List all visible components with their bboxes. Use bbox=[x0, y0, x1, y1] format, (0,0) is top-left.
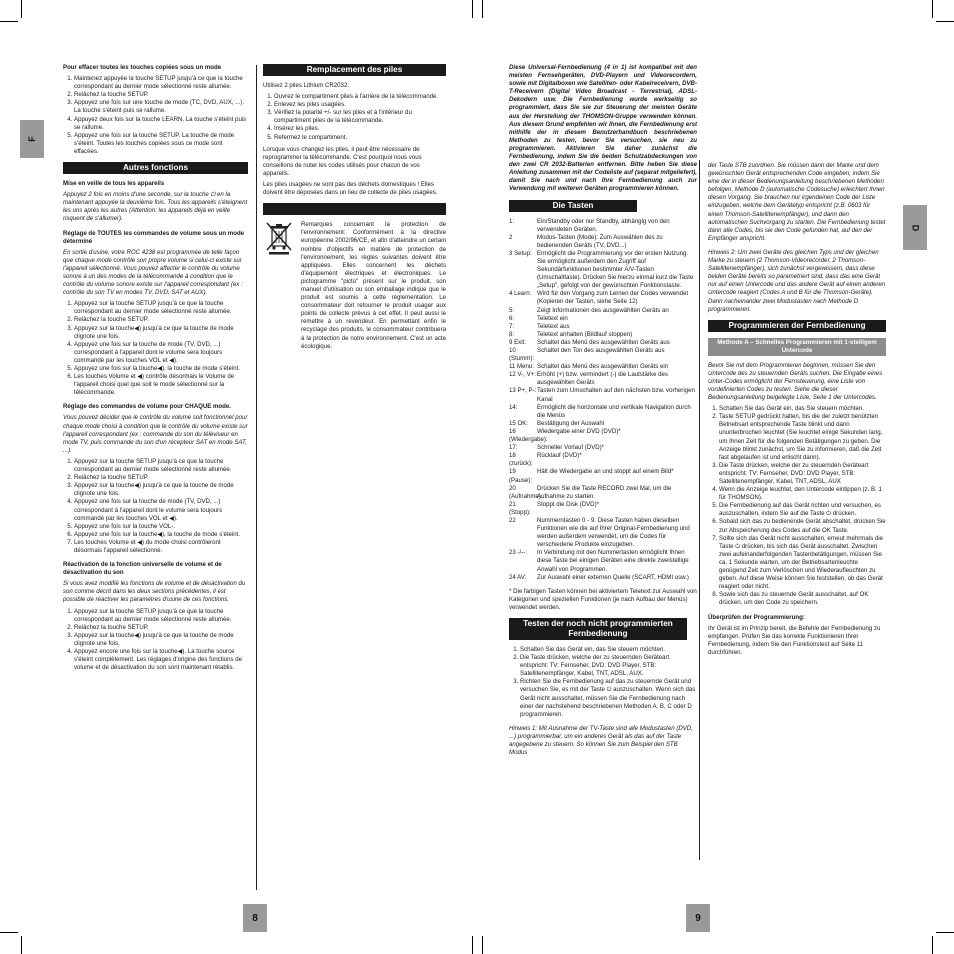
list-item: 1. Schalten Sie das Gerät ein, das Sie steuern möchten. bbox=[520, 646, 697, 654]
key-row: 12 V-, V+: Erhöht (+) bzw. vermindert (-) die Lautstärke des ausgewählten Geräts bbox=[509, 371, 668, 387]
list-item: 6. Les touches Volume et ◀) contrôle désormais le Volume de l'appareil choisi quel que soit le mode sélectionné sur la télécommande. bbox=[74, 373, 248, 397]
key-row: 8: Teletext anhalten (Bildlauf stoppen) bbox=[509, 330, 633, 338]
list-item: 3. Appuyez sur la touche◀) jusqu'à ce que la touche de mode clignote une fois. bbox=[74, 325, 248, 341]
paragraph: Vous pouvez décider que le contrôle du volume soit fonctionnel pour chaque mode choisi à condition que le contrôle du volume existe sur l'appareil correspondant (ex : commande du son du téléviseur en mode TV, puis commande du son d'un récepteur SAT en mode SAT, ...). bbox=[63, 414, 248, 454]
key-row: 3 Setup: Ermöglicht die Programmierung vor der ersten Nutzung. Sie ermöglicht außerdem den Zugriff auf Sekundärfunktionen bestimmter A/V-Tasten (Umschalttaste). Drücken Sie hierzu einmal kurz die Taste „Setup", gefolgt von der gewünschten Funktionstaste. bbox=[509, 249, 694, 290]
list-item: 5. Appuyez une fois sur la touche◀), la touche de mode s'éteint. bbox=[74, 365, 248, 373]
intro-paragraph: Diese Universal-Fernbedienung (4 in 1) ist kompatibel mit den meisten Fernsehgeräten, DVD-Playern und Videorecordern, sowie mit Digitalboxen wie Satelliten- oder Kabelreceivern, DVB-T-Receivern (Digital Video Broadcast - Terrestrial), ADSL-Dekodern usw. Die Fernbedienung wurde werkseitig so programmiert, dass Sie sie zur Steuerung der meisten Geräte aus der Herstellung der THOMSON-Gruppe verwenden können. Aus diesem Grund empfehlen wir Ihnen, die Fernbedienung erst mithilfe der in diesem Benutzerhandbuch beschriebenen Methoden zu testen, bevor Sie versuchen, sie neu zu programmieren. Aktivieren Sie daher zunächst die Fernbedienung, indem Sie die beiden Schutzabdeckungen von den zwei CR 2032-Batterien entfernen. Bitte heben Sie diese Anleitung zusammen mit der Codeliste auf (separat mitgeliefert), damit Sie nach und nach Ihre Fernbedienung auch zur Verwendung mit weiteren Geräten programmieren können. bbox=[509, 64, 697, 193]
list-item: 2. Relâchez la touche SETUP. bbox=[74, 316, 248, 324]
paragraph: Lorsque vous changez les piles, il peut être nécessaire de reprogrammer la télécommande. C'est pourquoi nous vous conseillons de noter les codes utilisés pour chacun de vos appareils. bbox=[263, 145, 422, 177]
column-divider bbox=[256, 65, 257, 890]
column-2 bbox=[263, 60, 446, 480]
list-item: 3. Die Taste drücken, welche der zu steuernden Geräteart entspricht: TV: Fernseher, DVD: DVD Player, STB: Satellitenempfänger, Kabel, TNT, ADSL, AUX bbox=[719, 462, 886, 486]
key-row: 20 (Aufnahme): Drücken Sie die Taste RECORD zwei Mal, um die Aufnahme zu starten. bbox=[509, 484, 672, 500]
list-item: 3. Appuyez sur la touche◀) jusqu'à ce que la touche de mode clignote une fois. bbox=[74, 482, 248, 498]
key-row: 11 Menu: Schaltet das Menü des ausgewählten Geräts ein bbox=[509, 363, 669, 371]
list-item: 3. Vérifiez la polarité +/- sur les piles et à l'intérieur du compartiment piles de la télécommande. bbox=[274, 109, 446, 125]
list-item: 2. Relâchez la touche SETUP. bbox=[74, 624, 248, 632]
list-item: 4. Appuyez une fois sur la touche de mode (TV, DVD, ...) correspondant à l'appareil dont le volume sera toujours commandé par les touches VOL et ◀). bbox=[74, 341, 248, 365]
key-row: 24 AV: Zur Auswahl einer externen Quelle (SCART, HDMI usw.) bbox=[509, 573, 689, 581]
paragraph: Utilisez 2 piles Lithium CR2032. bbox=[263, 82, 350, 89]
paragraph: Remarques concernant la protection de l'environnement: Conformément à la directive européenne 2002/96/CE, et afin d'atteindre un certain nombre d'objectifs en matière de protection de l'environnement, les règles suivantes doivent être appliquées. Elles concernent les déchets d'équipement électriques et électroniques. Le pictogramme "picto" présent sur le produit, son manuel d'utilisation ou son emballage indique que le produit est soumis à cette réglementation. Le consommateur doit retourner le produit usager aux points de collecte prévus à cet effet. Il peut aussi le remettre à un revendeur. En permettant enfin le recyclage des produits, le consommateur contribuera à la protection de notre environnement. C'est un acte écologique. bbox=[301, 221, 446, 350]
key-row: 2 Modus-Tasten (Mode): Zum Auswählen des zu bedienenden Geräts (TV, DVD...) bbox=[509, 233, 663, 249]
effacer-steps bbox=[63, 75, 248, 156]
crop-mark bbox=[21, 0, 22, 18]
key-row: 21 (Stopp): Stoppt die Disk (DVD)* bbox=[509, 500, 599, 516]
crop-mark bbox=[936, 932, 954, 933]
paragraph: En sortie d'usine, votre ROC 4238 est programmée de telle façon que chaque mode contrôle son propre volume si celui-ci existe sur l'appareil sélectionné. Vous pouvez affecter le contrôle du volume sonore à un des modes de la télécommande à condition que le contrôle du volume sonore existe sur l'appareil correspondant (ex : contrôle du son TV en modes TV, DVD, SAT et AUX). bbox=[63, 248, 243, 297]
section-header-programmieren: Programmieren der Fernbedienung bbox=[708, 320, 886, 332]
key-row: 1: Ein/Standby oder nur Standby, abhängig von den verwendeten Geräten. bbox=[509, 217, 670, 233]
test-steps bbox=[509, 646, 697, 719]
section-header-tasten: Die Tasten bbox=[509, 200, 637, 212]
key-row: 4 Learn: Wird für den Vorgang zum Lernen der Codes verwendet (Kopieren der Tasten, siehe Seite 12) bbox=[509, 290, 689, 306]
section-header-piles: Remplacement des piles bbox=[263, 64, 446, 76]
section-header-environment bbox=[263, 203, 446, 215]
list-item: 1. Appuyez sur la touche SETUP jusqu'à ce que la touche correspondant au dernier mode sélectionné reste allumée. bbox=[74, 458, 248, 474]
column-divider bbox=[699, 160, 700, 860]
key-row: 9 Exit: Schaltet das Menü des ausgewählten Geräts aus bbox=[509, 338, 670, 346]
paragraph: Ihr Gerät ist im Prinzip bereit, die Befehle der Fernbedienung zu empfangen. Prüfen Sie das korrekte Funktionieren Ihrer Fernbedienung, indem Sie den Funktionstest auf Seite 11 durchführen. bbox=[708, 624, 881, 656]
list-item: 3. Appuyez sur la touche◀) jusqu'à ce que la touche de mode clignote une fois. bbox=[74, 632, 248, 648]
list-item: 1. Appuyez sur la touche SETUP jusqu'à ce que la touche correspondant au dernier mode sélectionné reste allumée. bbox=[74, 608, 248, 624]
key-row: 23 -/--: In Verbindung mit den Nummertasten ermöglicht Ihnen diese Taste bei einigen Geräten eine direkte zweistellige Anwahl von Programmen. bbox=[509, 549, 689, 573]
key-row: 17: Schneller Vorlauf (DVD)* bbox=[509, 444, 605, 452]
paragraph: Si vous avez modifié les fonctions de volume et de désactivation du son comme décrit dans les deux sections précédentes, il est possible de réactiver les paramètres d'usine de ces fonctions. bbox=[63, 580, 246, 604]
section-title: Réglage des commandes de volume pour CHAQUE mode. bbox=[63, 403, 231, 411]
list-item: 4. Appuyez une fois sur la touche de mode (TV, DVD, ...) correspondant à l'appareil dont le volume sera toujours commandé par les touches VOL et ◀). bbox=[74, 498, 248, 522]
list-item: 4. Insérez les piles. bbox=[274, 125, 446, 133]
column-1 bbox=[63, 64, 248, 902]
list-item: 2. Taste SETUP gedrückt halten, bis die der zuletzt benützten Betriebsart entsprechende Taste blinkt und dann ununterbrochen leuchtet (Sie leuchtet einige Sekunden lang, um Ihnen Zeit für die folgenden Betätigungen zu geben. Die Anzeige blinkt zunächst, um Sie zu informieren, daß die Zeit fast abgelaufen ist und erlischt dann). bbox=[719, 413, 886, 462]
piles-steps bbox=[263, 93, 446, 142]
methode-a-steps bbox=[708, 405, 886, 607]
list-item: 5. Die Fernbedienung auf das Gerät richten und versuchen, es auszuschalten, indem Sie auf die Taste ⏻ drücken. bbox=[719, 502, 886, 518]
subsection-header-methode-a: Methode A – Schnelles Programmieren mit 1-stelligem Untercode bbox=[708, 338, 886, 356]
key-row: 5: Zeigt Informationen des ausgewählten Geräts an bbox=[509, 306, 669, 314]
section-title: Mise en veille de tous les appareils bbox=[63, 180, 165, 188]
language-tab-right: D bbox=[903, 205, 927, 250]
list-item: 4. Wenn die Anzeige leuchtet, den Untercode eintippen (z. B. 1 für THOMSON). bbox=[719, 486, 886, 502]
paragraph: * Die farbigen Tasten können bei aktiviertem Teletext zur Auswahl von Kategorien und speziellen Funktionen (je nach Aufbau der Menüs) verwendet werden. bbox=[509, 587, 697, 611]
column-4 bbox=[708, 162, 886, 892]
section-title: Réactivation de la fonction universelle de volume et de désactivation du son bbox=[63, 561, 222, 577]
chaque-steps bbox=[63, 458, 248, 555]
key-row: 13 P+, P-: Tasten zum Umschalten auf den nächsten bzw. vorherigen Kanal bbox=[509, 387, 695, 403]
language-tab-left: F bbox=[20, 120, 44, 158]
list-item: 1. Maintenez appuyée la touche SETUP jusqu'à ce que la touche correspondant au dernier mode sélectionné reste allumée. bbox=[74, 75, 248, 91]
list-item: 4. Appuyez encore une fois sur la touche◀). La touche source s'éteint complètement. Les réglages d'origine des fonctions de volume et de désactivation du son sont maintenant rétablis. bbox=[74, 648, 248, 672]
section-title: Überprüfen der Programmierung: bbox=[708, 613, 805, 621]
section-title: Réglage de TOUTES les commandes de volume sous un mode déterminé bbox=[63, 229, 245, 245]
list-item: 5. Appuyez une fois sur la touche VOL-. bbox=[74, 523, 248, 531]
paragraph: Appuyez 2 fois en moins d'une seconde, sur la touche ⏻ en la maintenant appuyée la deuxième fois. Tous les appareils s'éteignent les uns après les autres (Attention: les appareils déjà en veille risquent de s'allumer). bbox=[63, 191, 248, 223]
crop-mark bbox=[482, 0, 483, 18]
page-number-left: 8 bbox=[243, 904, 267, 932]
list-item: 3. Appuyez une fois sur une touche de mode (TC, DVD, AUX, ...). La touche s'éteint puis se rallume. bbox=[74, 99, 248, 115]
list-item: 1. Ouvrez le compartiment piles à l'arrière de la télécommande. bbox=[274, 93, 446, 101]
crop-mark bbox=[932, 0, 933, 18]
list-item: 4. Appuyez deux fois sur la touche LEARN. La touche s'éteint puis se rallume. bbox=[74, 116, 248, 132]
paragraph: Les piles usagées ne sont pas des déchets domestiques ! Elles doivent être déposées dans un lieu de collecte de piles usagées. bbox=[263, 181, 438, 197]
list-item: 2. Relâchez la touche SETUP. bbox=[74, 91, 248, 99]
key-row: 15 OK: Bestätigung der Auswahl bbox=[509, 419, 605, 427]
list-item: 1. Appuyez sur la touche SETUP jusqu'à ce que la touche correspondant au dernier mode sélectionné reste allumée. bbox=[74, 300, 248, 316]
list-item: 3. Richten Sie die Fernbedienung auf das zu steuernde Gerät und versuchen Sie, es mit der Taste ⏻ auszuschalten. Wenn sich das Gerät nicht ausschaltet, müssen Sie die Fernbedienung nach einer der nachstehend beschriebenen Methoden A, B, C oder D programmieren. bbox=[520, 678, 697, 718]
crop-mark bbox=[21, 936, 22, 954]
key-row: 7: Teletext aus bbox=[509, 322, 570, 330]
paragraph: Hinweis 2: Um zwei Geräte des gleichen Typs und der gleichen Marke zu steuern (2 Thomson-Videorecorder, 2 Thomson-Satellitenempfänger), sich zunächst vergewissern, dass diese beiden Geräte bereits so parametriert sind, dass das eine Gerät nur auf einen Untercode und das andere Gerät auf einen anderen Untercode reagiert (Codes A und B für die Thomson-Geräte). Dann nacheinander zwei Modustasten nach Methode D programmieren. bbox=[708, 248, 886, 313]
key-row: 22 Nummerntasten 0 - 9: Diese Tasten haben dieselben Funktionen wie die auf Ihrer Original-Fernbedienung und werden außerdem verwendet, um die Codes für verschiedene Produkte einzugeben. bbox=[509, 516, 690, 549]
paragraph: Bevor Sie mit dem Programmieren beginnen, müssen Sie den Untercode des zu steuernden Geräts suchen. Die Eingabe eines Unter-Codes ermöglicht der Fernsteuerung, eine Liste von vordefinierten Codes zu testen. Siehe die dieser Bedienungsanleitung beigelegte Liste, Seite 1 der Untercodes. bbox=[708, 361, 883, 402]
list-item: 2. Die Taste drücken, welche der zu steuernden Geräteart entspricht: TV: Fernseher, DVD: DVD Player, STB: Satellitenempfänger, Kabel, TNT, ADSL, AUX. bbox=[520, 654, 697, 678]
crop-mark bbox=[472, 936, 473, 954]
column-3 bbox=[509, 64, 697, 894]
list-item: 5. Refermez le compartiment. bbox=[274, 134, 446, 142]
paragraph: der Taste STB zuordnen. Sie müssen dann der Marke und dem gewünschten Gerät entsprechenden Code eingeben, indem Sie eine der in dieser Bedienungsanleitung beschriebenen Methoden befolgen. Methode D (automatische Codesuche) erleichtert Ihnen diesen Vorgang. Sie brauchen nur irgendeinen Code der Liste einzugeben, welche dem Gerätetyp entspricht (z.B. 0603 für einen Thomson-Satellitenempfänger), und dann den automatischen Suchvorgang zu starten. Die Fernbedienung testet dann alle Codes, bis sie den Code gefunden hat, auf den der Empfänger anspricht. bbox=[708, 162, 886, 242]
list-item: 6. Appuyez une fois sur la touche◀), la touche de mode s'éteint. bbox=[74, 531, 248, 539]
list-item: 5. Appuyez une fois sur la touche SETUP. La touche de mode s'éteint. Toutes les touches copiées sous ce mode sont effacées. bbox=[74, 132, 248, 156]
key-row: 16 (Wiedergabe): Wiedergabe einer DVD (DVD)* bbox=[509, 427, 621, 444]
key-list bbox=[509, 218, 697, 582]
list-item: 6. Sobald sich das zu bedienende Gerät abschaltet, drücken Sie zur Abspeicherung des Codes auf die OK Taste. bbox=[719, 518, 886, 534]
crop-mark bbox=[0, 932, 18, 933]
paragraph: Hinweis 1: Mit Ausnahme der TV-Taste sind alle Modustasten (DVD, ...) programmierbar, um ein anderes Gerät als das auf der Taste angegebene zu steuern. So können Sie zum Beispiel den STB Modus bbox=[509, 724, 693, 757]
crop-mark bbox=[932, 936, 933, 954]
weee-notice bbox=[263, 221, 446, 351]
list-item: 8. Sowie sich das zu steuernde Gerät ausschaltet, auf OK drücken, um den Code zu speichern. bbox=[719, 591, 886, 607]
key-row: 18 (zurück): Rücklauf (DVD)* bbox=[509, 452, 582, 468]
list-item: 2. Relâchez la touche SETUP. bbox=[74, 474, 248, 482]
list-item: 1. Schalten Sie das Gerät ein, das Sie steuern möchten. bbox=[719, 405, 886, 413]
list-item: 7. Sollte sich das Gerät nicht ausschalten, erneut mehrmals die Taste ⏻ drücken, bis sich das Gerät ausschaltet. Zwischen zwei aufeinanderfolgenden Tastenbetätigungen, müssen Sie ca. 1 Sekunde warten, um der Betriebsartenleuchte genügend Zeit zum Verlöschen und Wiederaufleuchten zu geben. Auf diese Weise können Sie feststellen, ob das Gerät reagiert oder nicht. bbox=[719, 535, 886, 592]
section-title: Pour effacer toutes les touches copiées sous un mode bbox=[63, 64, 222, 71]
section-header-testen: Testen der noch nicht programmierten Fernbedienung bbox=[509, 618, 687, 640]
list-item: 7. Les touches Volume et ◀) du mode choisi contrôleront désormais l'appareil sélectionné. bbox=[74, 539, 248, 555]
page-number-right: 9 bbox=[686, 904, 710, 932]
crop-mark bbox=[0, 21, 18, 22]
crop-mark bbox=[482, 936, 483, 954]
crossed-bin-icon bbox=[263, 221, 295, 255]
crop-mark bbox=[936, 21, 954, 22]
reactivation-steps bbox=[63, 608, 248, 673]
volume-steps bbox=[63, 300, 248, 397]
key-row: 6: Teletext ein bbox=[509, 314, 568, 322]
key-row: 14: Ermöglicht die horizontale und vertikale Navigation durch die Menüs bbox=[509, 403, 691, 419]
list-item: 2. Enlevez les piles usagées. bbox=[274, 101, 446, 109]
section-header-autres-fonctions: Autres fonctions bbox=[63, 162, 248, 174]
crop-mark bbox=[472, 0, 473, 18]
key-row: 10 (Stumm): Schaltet den Ton des ausgewählten Geräts aus bbox=[509, 347, 665, 363]
key-row: 19 (Pause): Hält die Wiedergabe an und stoppt auf einem Bild* bbox=[509, 468, 674, 484]
